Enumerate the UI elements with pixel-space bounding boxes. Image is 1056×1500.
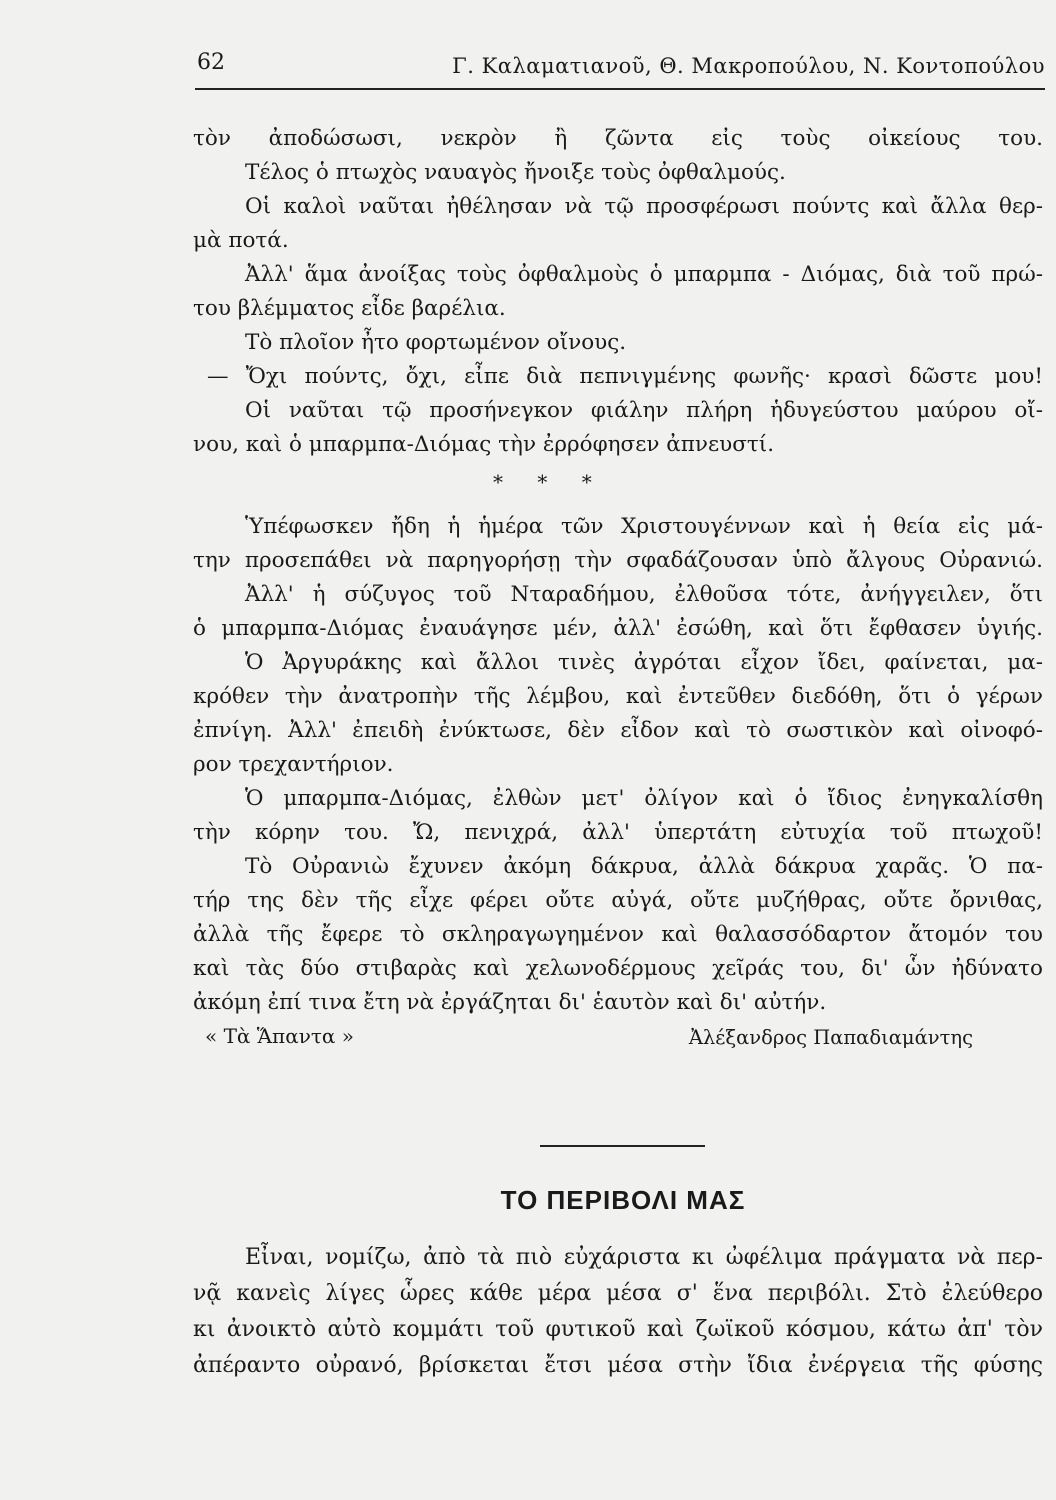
source-citation: « Τὰ Ἅπαντα » bbox=[205, 1024, 355, 1048]
text-line: Τέλος ὁ πτωχὸς ναυαγὸς ἤνοιξε τοὺς ὀφθαλμούς. bbox=[245, 160, 786, 185]
text-line: τὸν ἀποδώσωσι, νεκρὸν ἢ ζῶντα εἰς τοὺς οἰκείους του. bbox=[193, 126, 1043, 151]
text-line: τὴν κόρην του. Ὤ, πενιχρά, ἀλλ' ὑπερτάτη εὐτυχία τοῦ πτωχοῦ! bbox=[193, 820, 1043, 845]
running-head: Γ. Καλαματιανοῦ, Θ. Μακροπούλου, Ν. Κοντοπούλου bbox=[452, 54, 1045, 78]
text-line: κι ἀνοικτὸ αὐτὸ κομμάτι τοῦ φυτικοῦ καὶ ζωϊκοῦ κόσμου, κάτω ἀπ' τὸν bbox=[193, 1317, 1043, 1342]
text-line: Εἶναι, νομίζω, ἀπὸ τὰ πιὸ εὐχάριστα κι ὠφέλιμα πράγματα νὰ περ- bbox=[245, 1245, 1043, 1270]
text-line: Ὁ Ἀργυράκης καὶ ἄλλοι τινὲς ἀγρόται εἶχον ἴδει, φαίνεται, μα- bbox=[245, 650, 1043, 675]
text-line: του βλέμματος εἶδε βαρέλια. bbox=[193, 296, 506, 321]
page-header bbox=[195, 48, 1045, 90]
text-line: Οἱ καλοὶ ναῦται ἠθέλησαν νὰ τῷ προσφέρωσι πούντς καὶ ἄλλα θερ- bbox=[245, 194, 1043, 219]
section-separator: * * * bbox=[493, 470, 606, 494]
text-line: — Ὄχι πούντς, ὄχι, εἶπε διὰ πεπνιγμένης φωνῆς· κρασὶ δῶστε μου! bbox=[207, 364, 1043, 389]
page-number: 62 bbox=[197, 50, 225, 75]
text-line: νᾷ κανεὶς λίγες ὧρες κάθε μέρα μέσα σ' ἕνα περιβόλι. Στὸ ἐλεύθερο bbox=[193, 1281, 1043, 1306]
section-divider bbox=[540, 1145, 705, 1147]
text-line: Οἱ ναῦται τῷ προσήνεγκον φιάλην πλήρη ἡδυγεύστου μαύρου οἴ- bbox=[245, 398, 1043, 423]
text-line: καὶ τὰς δύο στιβαρὰς καὶ χελωνοδέρμους χεῖράς του, δι' ὧν ἠδύνατο bbox=[193, 956, 1043, 981]
text-line: ἐπνίγη. Ἀλλ' ἐπειδὴ ἐνύκτωσε, δὲν εἶδον καὶ τὸ σωστικὸν καὶ οἰνοφό- bbox=[193, 718, 1043, 743]
text-line: μὰ ποτά. bbox=[193, 228, 289, 253]
text-line: Ἀλλ' ἡ σύζυγος τοῦ Νταραδήμου, ἐλθοῦσα τότε, ἀνήγγειλεν, ὅτι bbox=[245, 582, 1043, 607]
text-line: τήρ της δὲν τῆς εἶχε φέρει οὔτε αὐγά, οὔτε μυζήθρας, οὔτε ὄρνιθας, bbox=[193, 888, 1043, 913]
text-line: Τὸ Οὐρανιὼ ἔχυνεν ἀκόμη δάκρυα, ἀλλὰ δάκρυα χαρᾶς. Ὁ πα- bbox=[245, 854, 1043, 879]
signature-row bbox=[193, 1020, 1043, 1060]
text-line: ἀπέραντο οὐρανό, βρίσκεται ἔτσι μέσα στὴν ἴδια ἐνέργεια τῆς φύσης bbox=[193, 1353, 1043, 1378]
text-line: ρον τρεχαντήριον. bbox=[193, 752, 394, 777]
text-line: την προσεπάθει νὰ παρηγορήσῃ τὴν σφαδάζουσαν ὑπὸ ἄλγους Οὐρανιώ. bbox=[193, 548, 1043, 573]
section-title: ΤΟ ΠΕΡΙΒΟΛΙ ΜΑΣ bbox=[500, 1185, 746, 1215]
text-line: Ὁ μπαρμπα-Διόμας, ἐλθὼν μετ' ὀλίγον καὶ ὁ ἴδιος ἐνηγκαλίσθη bbox=[245, 786, 1043, 811]
text-line: ἀκόμη ἐπί τινα ἔτη νὰ ἐργάζηται δι' ἑαυτὸν καὶ δι' αὐτήν. bbox=[193, 990, 827, 1015]
section-text bbox=[193, 1240, 1043, 1384]
text-line: νου, καὶ ὁ μπαρμπα-Διόμας τὴν ἐρρόφησεν ἀπνευστί. bbox=[193, 432, 775, 457]
text-line: ἀλλὰ τῆς ἔφερε τὸ σκληραγωγημένον καὶ θαλασσόδαρτον ἄτομόν του bbox=[193, 922, 1043, 947]
story-text bbox=[193, 122, 1043, 1060]
text-line: ὁ μπαρμπα-Διόμας ἐναυάγησε μέν, ἀλλ' ἐσώθη, καὶ ὅτι ἔφθασεν ὑγιής. bbox=[193, 616, 1043, 641]
text-line: Ὑπέφωσκεν ἤδη ἡ ἡμέρα τῶν Χριστουγέννων καὶ ἡ θεία εἰς μά- bbox=[245, 514, 1043, 539]
author-name: Ἀλέξανδρος Παπαδιαμάντης bbox=[688, 1026, 973, 1049]
text-line: κρόθεν τὴν ἀνατροπὴν τῆς λέμβου, καὶ ἐντεῦθεν διεδόθη, ὅτι ὁ γέρων bbox=[193, 684, 1043, 709]
text-line: Τὸ πλοῖον ἦτο φορτωμένον οἴνους. bbox=[245, 330, 627, 355]
text-line: Ἀλλ' ἅμα ἀνοίξας τοὺς ὀφθαλμοὺς ὁ μπαρμπα - Διόμας, διὰ τοῦ πρώ- bbox=[245, 262, 1043, 287]
